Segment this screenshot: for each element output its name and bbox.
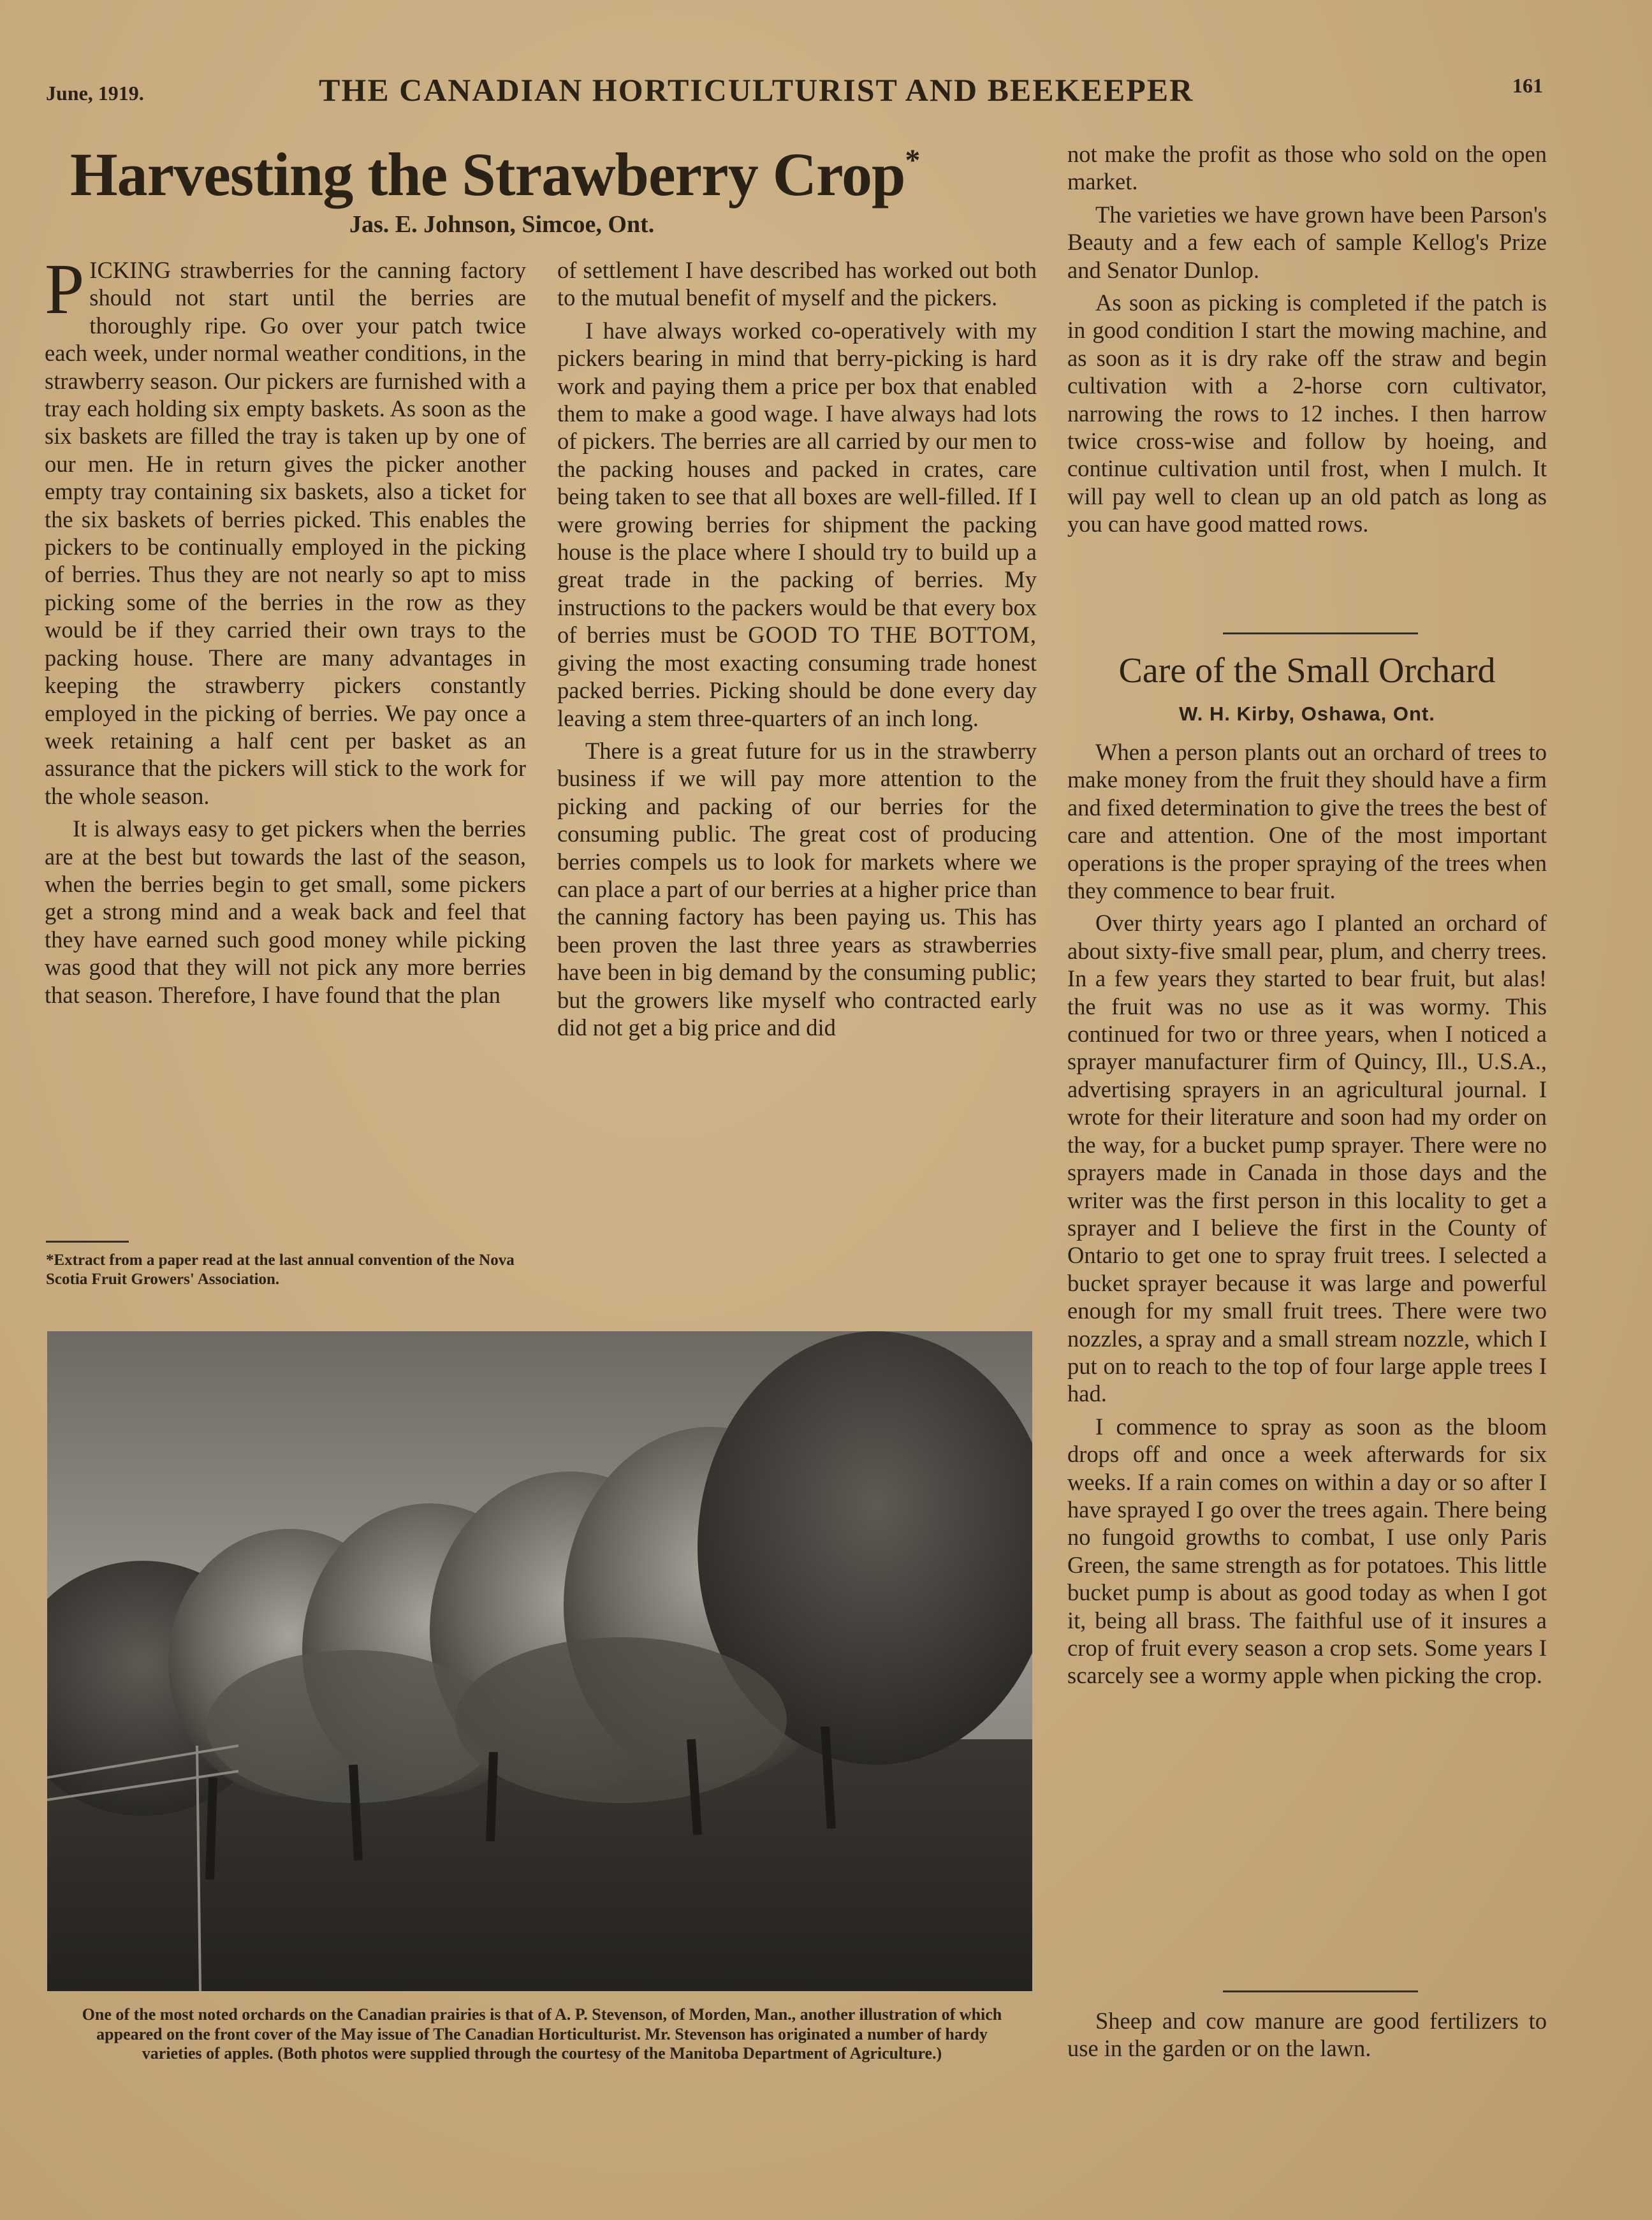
magazine-title: THE CANADIAN HORTICULTURIST AND BEEKEEPER bbox=[319, 72, 1194, 108]
article-column-1 bbox=[45, 250, 526, 1014]
paragraph: When a person plants out an orchard of trees to make money from the fruit they should have a firm and fixed determination to give the trees the best of care and attention. One of the most important operations is the proper spraying of the trees when they commence to bear fruit. bbox=[1067, 739, 1547, 904]
footnote-mark: * bbox=[905, 143, 920, 177]
article-column-2 bbox=[557, 256, 1037, 1046]
paragraph bbox=[45, 250, 526, 810]
article2-byline: W. H. Kirby, Oshawa, Ont. bbox=[1179, 703, 1435, 725]
section-divider bbox=[1223, 632, 1418, 634]
footnote-divider bbox=[46, 1241, 129, 1243]
emphasis-text: GOOD TO THE BOTTOM, bbox=[748, 622, 1037, 648]
issue-date: June, 1919. bbox=[46, 82, 144, 105]
paragraph: There is a great future for us in the strawberry business if we will pay more attention to the picking and packing of our berries for the consuming public. The great cost of producing berries compels us to look for markets where we can place a part of our berries at a higher price than the canning factory has been paying us. This has been proven the last three years as strawberries have been in big demand by the consuming public; but the growers like myself who contracted early did not get a big price and did bbox=[557, 737, 1037, 1041]
paragraph bbox=[557, 317, 1037, 732]
paragraph: of settlement I have described has worked out both to the mutual benefit of myself and the pickers. bbox=[557, 257, 1037, 311]
paragraph: Over thirty years ago I planted an orchard of about sixty-five small pear, plum, and cherry trees. In a few years they started to bear fruit, but alas! the fruit was no use as it was wormy. This continued for two or three years, when I noticed a sprayer manufacturer firm of Quincy, Ill., U.S.A., advertising sprayers in an agricultural journal. I wrote for their literature and soon had my order on the way, for a bucket pump sprayer. There were no sprayers made in Canada in those days and the writer was the first person in this locality to get a sprayer and I believe the first in the County of Ontario to get one to spray fruit trees. I selected a bucket sprayer because it was large and powerful enough for my small fruit trees. There were two nozzles, a spray and a small stream nozzle, which I put on to reach to the top of four large apple trees I had. bbox=[1067, 910, 1547, 1407]
paragraph: not make the profit as those who sold on the open market. bbox=[1067, 141, 1547, 195]
article-title-text: Harvesting the Strawberry Crop bbox=[70, 140, 905, 208]
article2-title: Care of the Small Orchard bbox=[1118, 651, 1496, 690]
paragraph-text: ICKING strawberries for the canning factory should not start until the berries are thoroughly ripe. Go over your patch twice each week, under normal weather conditions, in the strawberry season. Our pickers are furnished with a tray each holding six empty baskets. As soon as the six baskets are filled the tray is taken up by one of our men. He in return gives the picker another empty tray containing six baskets, also a ticket for the six baskets of berries picked. This enables the pickers to be continually employed in the picking of berries. Thus they are not nearly so apt to miss picking some of the berries in the row as they would be if they carried their own trays to the packing house. There are many advantages in keeping the strawberry pickers constantly employed in the picking of berries. We pay once a week retaining a half cent per basket as an assurance that the pickers will stick to the work for the whole season. bbox=[45, 257, 526, 809]
article-column-3 bbox=[1067, 140, 1547, 543]
footnote: *Extract from a paper read at the last annual convention of the Nova Scotia Fruit Growers' Association. bbox=[46, 1252, 515, 1288]
paragraph: The varieties we have grown have been Parson's Beauty and a few each of sample Kellog's Prize and Senator Dunlop. bbox=[1067, 201, 1547, 283]
orchard-photo bbox=[47, 1331, 1032, 1991]
filler-note bbox=[1067, 2007, 1547, 2068]
article-byline: Jas. E. Johnson, Simcoe, Ont. bbox=[349, 211, 655, 238]
paragraph: As soon as picking is completed if the patch is in good condition I start the mowing machine, and as soon as it is dry rake off the straw and begin cultivation with a 2-horse corn cultivator, narrowing the rows to 12 inches. I then harrow twice cross-wise and follow by hoeing, and continue cultivation until frost, when I mulch. It will pay well to clean up an old patch as long as you can have good matted rows. bbox=[1067, 289, 1547, 537]
paragraph: It is always easy to get pickers when the berries are at the best but towards the last of the season, when the berries begin to get small, some pickers get a strong mind and a weak back and feel that they have earned such good money while picking was good that they will not pick any more berries that season. Therefore, I have found that the plan bbox=[45, 815, 526, 1008]
article2-body bbox=[1067, 738, 1547, 1695]
paragraph: Sheep and cow manure are good fertilizers to use in the garden or on the lawn. bbox=[1067, 2008, 1547, 2062]
section-divider bbox=[1223, 1990, 1418, 1992]
paragraph: I commence to spray as soon as the bloom drops off and once a week afterwards for six weeks. If a rain comes on within a day or so after I have sprayed I go over the trees again. There being no fungoid growths to combat, I use only Paris Green, the same strength as for potatoes. This little bucket pump is about as good today as when I got it, being all brass. The faithful use of it insures a crop of fruit every season a crop sets. Some years I scarcely see a wormy apple when picking the crop. bbox=[1067, 1413, 1547, 1689]
page-number: 161 bbox=[1512, 74, 1543, 97]
paragraph-text: giving the most exacting consuming trade honest packed berries. Picking should be done every day leaving a stem three-quarters of an inch long. bbox=[557, 649, 1037, 731]
drop-cap: P bbox=[45, 250, 85, 329]
orchard-photo-image bbox=[47, 1331, 1032, 1991]
paragraph-text: I have always worked co-operatively with my pickers bearing in mind that berry-picking is hard work and paying them a price per box that enabled them to make a good wage. I have always had lots of pickers. The berries are all carried by our men to the packing houses and packed in crates, care being taken to see that all boxes are well-filled. If I were growing berries for shipment the packing house is the place where I should try to build up a great trade in the packing of berries. My instructions to the packers would be that every box of berries must be bbox=[557, 317, 1037, 648]
photo-caption: One of the most noted orchards on the Canadian prairies is that of A. P. Stevenson, of Morden, Man., another illustration of which appeared on the front cover of the May issue of The Canadian Horticulturist. Mr. Stevenson has originated a number of hardy varieties of apples. (Both photos were supplied through the courtesy of the Manitoba Department of Agriculture.) bbox=[82, 2005, 1002, 2063]
article-title bbox=[70, 139, 1027, 210]
